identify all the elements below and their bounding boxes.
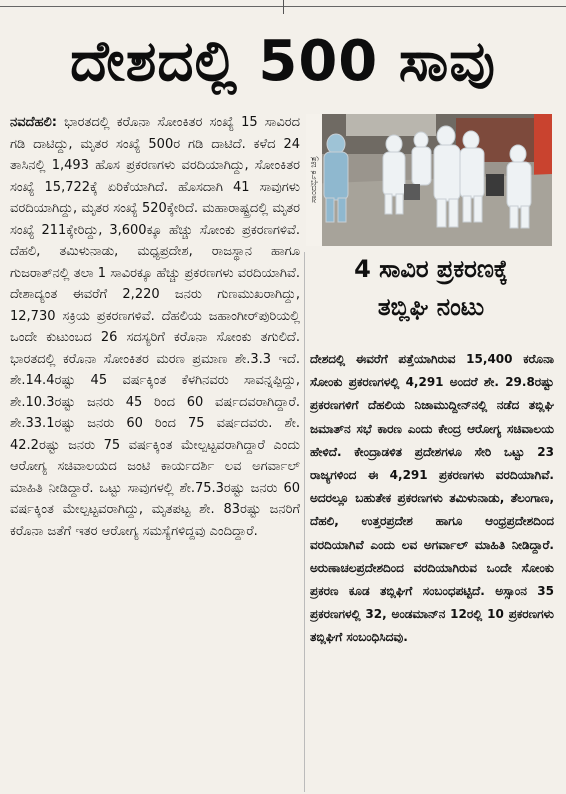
photo-credit: ಸಾಂದರ್ಭಿಕ ಚಿತ್ರ xyxy=(306,114,322,246)
subheadline-line-2: ತಬ್ಲಿಘಿ ನಂಟು xyxy=(377,293,485,321)
headline: ದೇಶದಲ್ಲಿ 500 ಸಾವು xyxy=(70,29,496,94)
top-rule xyxy=(0,0,566,14)
subheadline xyxy=(306,250,556,330)
left-article-body: ಭಾರತದಲ್ಲಿ ಕರೊನಾ ಸೋಂಕಿತರ ಸಂಖ್ಯೆ 15 ಸಾವಿರದ ಗಡಿ ದಾಟಿದ್ದು, ಮೃತರ ಸಂಖ್ಯೆ 500ರ ಗಡಿ ದಾಟಿದೆ. ಕಳೆದ 24 ತಾಸಿನಲ್ಲಿ 1,493 ಹೊಸ ಪ್ರಕರಣಗಳು ವರದಿಯಾಗಿದ್ದು, ಸೋಂಕಿತರ ಸಂಖ್ಯೆ 15,722ಕ್ಕೆ ಏರಿಕೆಯಾಗಿದೆ. ಹೊಸದಾಗಿ 41 ಸಾವುಗಳು ವರದಿಯಾಗಿದ್ದು, ಮೃತರ ಸಂಖ್ಯೆ 520ಕ್ಕೇರಿದೆ. ಮಹಾರಾಷ್ಟ್ರದಲ್ಲಿ ಮೃತರ ಸಂಖ್ಯೆ 211ಕ್ಕೇರಿದ್ದು, 3,600ಕ್ಕೂ ಹೆಚ್ಚು ಸೋಂಕು ಪ್ರಕರಣಗಳಿವೆ. ದೆಹಲಿ, ತಮಿಳುನಾಡು, ಮಧ್ಯಪ್ರದೇಶ, ರಾಜಸ್ಥಾನ ಹಾಗೂ ಗುಜರಾತ್‌ನಲ್ಲಿ ತಲಾ 1 ಸಾವಿರಕ್ಕೂ ಹೆಚ್ಚು ಪ್ರಕರಣಗಳು ವರದಿಯಾಗಿವೆ. ದೇಶಾದ್ಯಂತ ಈವರೆಗೆ 2,220 ಜನರು ಗುಣಮುಖರಾಗಿದ್ದು, 12,730 ಸಕ್ರಿಯ ಪ್ರಕರಣಗಳಿವೆ. ದೆಹಲಿಯ ಜಹಾಂಗೀರ್‌ಪುರಿಯಲ್ಲಿ ಒಂದೇ ಕುಟುಂಬದ 26 ಸದಸ್ಯರಿಗೆ ಕರೊನಾ ಸೋಂಕು ತಗುಲಿದೆ. ಭಾರತದಲ್ಲಿ ಕರೊನಾ ಸೋಂಕಿತರ ಮರಣ ಪ್ರಮಾಣ ಶೇ.3.3 ಇದೆ. ಶೇ.14.4ರಷ್ಟು 45 ವರ್ಷಕ್ಕಿಂತ ಕೆಳಗಿನವರು ಸಾವನ್ನಪ್ಪಿದ್ದು, ಶೇ.10.3ರಷ್ಟು ಜನರು 45 ರಿಂದ 60 ವರ್ಷದವರಾಗಿದ್ದಾರೆ. ಶೇ.33.1ರಷ್ಟು ಜನರು 60 ರಿಂದ 75 ವರ್ಷದವರು. ಶೇ. 42.2ರಷ್ಟು ಜನರು 75 ವರ್ಷಕ್ಕಿಂತ ಮೇಲ್ಪಟ್ಟವರಾಗಿದ್ದಾರೆ ಎಂದು ಆರೋಗ್ಯ ಸಚಿವಾಲಯದ ಜಂಟಿ ಕಾರ್ಯದರ್ಶಿ ಲವ ಅಗರ್ವಾಲ್ ಮಾಹಿತಿ ನೀಡಿದ್ದಾರೆ. ಒಟ್ಟು ಸಾವುಗಳಲ್ಲಿ ಶೇ.75.3ರಷ್ಟು ಜನರು 60 ವರ್ಷಕ್ಕಿಂತ ಮೇಲ್ಪಟ್ಟವರಾಗಿದ್ದು, ಮೃತಪಟ್ಟ ಶೇ. 83ರಷ್ಟು ಜನರಿಗೆ ಕರೊನಾ ಜತೆಗೆ ಇತರ ಆರೋಗ್ಯ ಸಮಸ್ಯೆಗಳಿದ್ದವು ಎಂದಿದ್ದಾರೆ. xyxy=(10,115,300,539)
subheadline-line-1: 4 ಸಾವಿರ ಪ್ರಕರಣಕ್ಕೆ xyxy=(354,255,508,283)
photo-illustration xyxy=(306,114,552,246)
column-divider xyxy=(304,252,305,792)
top-rule-tick xyxy=(283,0,284,14)
dateline: ನವದೆಹಲಿ: xyxy=(10,115,57,130)
right-article-body: ದೇಶದಲ್ಲಿ ಈವರೆಗೆ ಪತ್ತೆಯಾಗಿರುವ 15,400 ಕರೊನಾ ಸೋಂಕು ಪ್ರಕರಣಗಳಲ್ಲಿ 4,291 ಅಂದರೆ ಶೇ. 29.8ರಷ್ಟು ಪ್ರಕರಣಗಳಿಗೆ ದೆಹಲಿಯ ನಿಜಾಮುದ್ದೀನ್‌ನಲ್ಲಿ ನಡೆದ ತಬ್ಲಿಘಿ ಜಮಾತ್‌ನ ಸಭೆ ಕಾರಣ ಎಂದು ಕೇಂದ್ರ ಆರೋಗ್ಯ ಸಚಿವಾಲಯ ಹೇಳಿದೆ. ಕೇಂದ್ರಾಡಳಿತ ಪ್ರದೇಶಗಳೂ ಸೇರಿ ಒಟ್ಟು 23 ರಾಜ್ಯಗಳಿಂದ ಈ 4,291 ಪ್ರಕರಣಗಳು ವರದಿಯಾಗಿವೆ. ಅದರಲ್ಲೂ ಬಹುತೇಕ ಪ್ರಕರಣಗಳು ತಮಿಳುನಾಡು, ತೆಲಂಗಾಣ, ದೆಹಲಿ, ಉತ್ತರಪ್ರದೇಶ ಹಾಗೂ ಆಂಧ್ರಪ್ರದೇಶದಿಂದ ವರದಿಯಾಗಿವೆ ಎಂದು ಲವ ಅಗರ್ವಾಲ್ ಮಾಹಿತಿ ನೀಡಿದ್ದಾರೆ. ಅರುಣಾಚಲಪ್ರದೇಶದಿಂದ ವರದಿಯಾಗಿರುವ ಒಂದೇ ಸೋಂಕು ಪ್ರಕರಣ ಕೂಡ ತಬ್ಲಿಘಿಗೆ ಸಂಬಂಧಪಟ್ಟಿದೆ. ಅಸ್ಸಾಂನ 35 ಪ್ರಕರಣಗಳಲ್ಲಿ 32, ಅಂಡಮಾನ್‌ನ 12ರಲ್ಲಿ 10 ಪ್ರಕರಣಗಳು ತಬ್ಲಿಘಿಗೆ ಸಂಬಂಧಿಸಿದವು. xyxy=(310,352,554,645)
news-photo xyxy=(306,114,552,246)
left-article-column xyxy=(10,112,300,788)
